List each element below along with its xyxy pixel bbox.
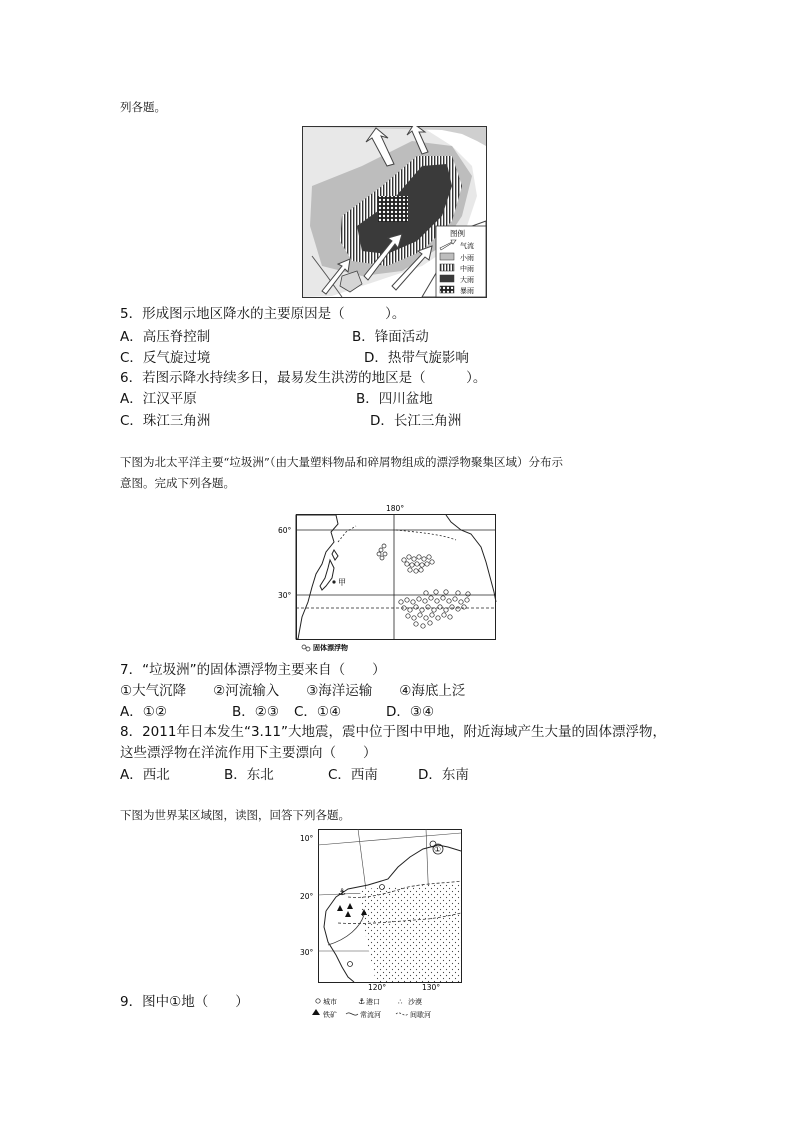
moderate-rain-swatch bbox=[440, 264, 454, 271]
map3-lat-20: 20° bbox=[300, 892, 314, 901]
map3-legend-city: 城市 bbox=[323, 998, 337, 1006]
q7-option-c: C．①④ bbox=[294, 704, 342, 720]
port-icon: ⚓ bbox=[338, 888, 347, 898]
legend-desert-icon: ∴ bbox=[398, 998, 403, 1006]
map1-legend-moderate: 中雨 bbox=[460, 265, 474, 273]
q8-option-a: A．西北 bbox=[120, 767, 170, 783]
map3-legend-desert: 沙漠 bbox=[408, 998, 422, 1006]
map3-legend-seasonal: 间歇河 bbox=[410, 1011, 431, 1019]
q6-option-a: A．江汉平原 bbox=[120, 391, 197, 407]
map1-legend-title: 图例 bbox=[450, 229, 465, 238]
australia-map bbox=[298, 827, 464, 1023]
map1-legend-storm: 暴雨 bbox=[460, 287, 474, 295]
q7-items: ①大气沉降 ②河流输入 ③海洋运输 ④海底上泛 bbox=[120, 683, 466, 699]
map2-place-jia: 甲 bbox=[338, 578, 346, 587]
q5-option-a: A．高压脊控制 bbox=[120, 329, 211, 345]
map1-legend-heavy: 大雨 bbox=[460, 276, 474, 284]
q8-option-b: B．东北 bbox=[224, 767, 274, 783]
garbage-patch-map bbox=[276, 502, 500, 654]
map3-lat-30: 30° bbox=[300, 948, 314, 957]
map2-lat-60: 60° bbox=[278, 526, 292, 535]
map2-lon-label: 180° bbox=[386, 504, 405, 513]
map3-lon-130: 130° bbox=[422, 983, 441, 992]
q6-option-b: B．四川盆地 bbox=[356, 391, 433, 407]
intro3-text: 下图为世界某区域图，读图，回答下列各题。 bbox=[120, 808, 350, 822]
map2-legend-text: 固体漂浮物 bbox=[313, 644, 348, 652]
q6-option-c: C．珠江三角洲 bbox=[120, 413, 211, 429]
map3-legend-river: 常流河 bbox=[360, 1011, 381, 1019]
light-rain-swatch bbox=[440, 253, 454, 260]
intro2-line1: 下图为北太平洋主要“垃圾洲”（由大量塑料物品和碎屑物组成的漂浮物聚集区域）分布示 bbox=[120, 455, 564, 469]
map3-legend-port: 港口 bbox=[366, 998, 380, 1006]
q7-option-a: A．①② bbox=[120, 704, 167, 720]
map2-lat-30: 30° bbox=[278, 591, 292, 600]
q7-option-b: B．②③ bbox=[232, 704, 279, 720]
map1-legend-airflow: 气流 bbox=[460, 242, 474, 250]
q8-line1: 8．2011年日本发生“3.11”大地震，震中位于图中甲地，附近海域产生大量的固体漂浮物， bbox=[120, 724, 666, 740]
q8-option-c: C．西南 bbox=[328, 767, 378, 783]
q5-option-b: B．锋面活动 bbox=[352, 329, 429, 345]
map1-legend-light: 小雨 bbox=[460, 254, 474, 262]
heavy-rain-swatch bbox=[440, 275, 454, 282]
q8-option-d: D．东南 bbox=[418, 767, 469, 783]
q5-option-c: C．反气旋过境 bbox=[120, 350, 211, 366]
map3-lon-120: 120° bbox=[368, 983, 387, 992]
legend-river-icon bbox=[346, 1013, 358, 1015]
debris-legend-icon bbox=[302, 645, 310, 651]
legend-seasonal-river-icon bbox=[396, 1013, 408, 1015]
map3-lat-10: 10° bbox=[300, 834, 314, 843]
intro-top-text: 列各题。 bbox=[120, 100, 166, 114]
map3-legend-iron: 铁矿 bbox=[323, 1011, 337, 1019]
q6-option-d: D．长江三角洲 bbox=[370, 413, 462, 429]
legend-iron-icon bbox=[312, 1009, 320, 1015]
q6-stem: 6．若图示降水持续多日，最易发生洪涝的地区是（ ）。 bbox=[120, 370, 487, 386]
legend-port-icon: ⚓ bbox=[358, 997, 366, 1006]
q7-option-d: D．③④ bbox=[386, 704, 435, 720]
q5-stem: 5．形成图示地区降水的主要原因是（ ）。 bbox=[120, 306, 406, 322]
rainstorm-swatch bbox=[440, 286, 454, 293]
q7-stem: 7．“垃圾洲”的固体漂浮物主要来自（ ） bbox=[120, 662, 386, 678]
intro2-line2: 意图。完成下列各题。 bbox=[120, 476, 235, 490]
map3-marker-1: ① bbox=[434, 845, 442, 854]
q8-line2: 这些漂浮物在洋流作用下主要漂向（ ） bbox=[120, 745, 377, 761]
q5-option-d: D．热带气旋影响 bbox=[364, 350, 469, 366]
q9-stem: 9．图中①地（ ） bbox=[120, 994, 249, 1010]
precipitation-map bbox=[302, 126, 500, 300]
